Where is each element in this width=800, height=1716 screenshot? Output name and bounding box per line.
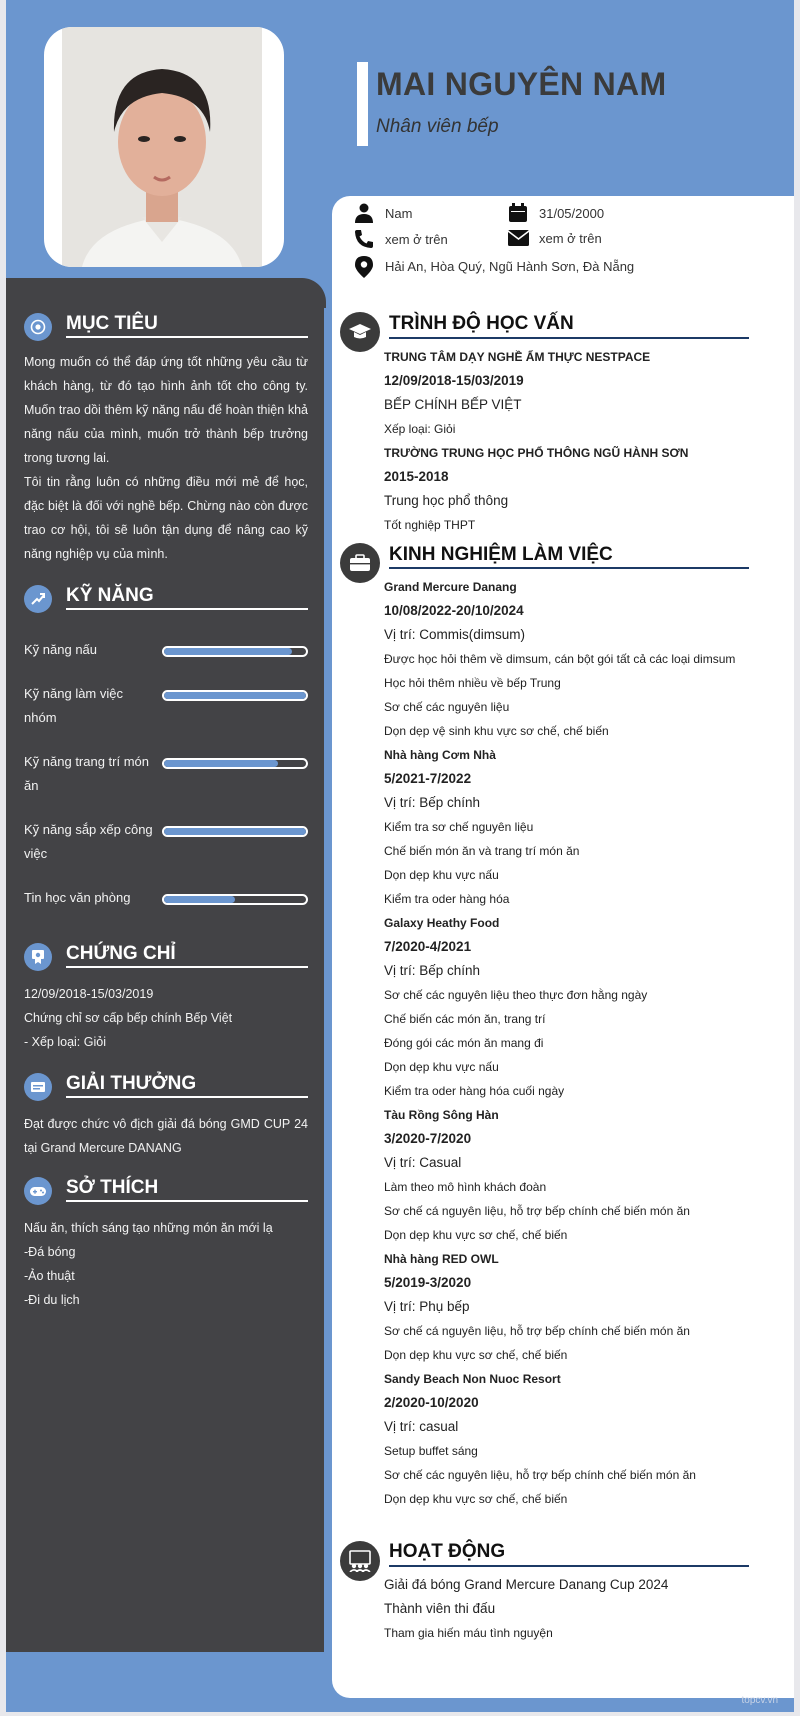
email-icon [508,230,529,246]
resume-line: Setup buffet sáng [384,1444,478,1458]
resume-line: Sandy Beach Non Nuoc Resort [384,1372,561,1386]
graduation-cap-icon [340,312,380,352]
objective-rule [66,336,308,338]
resume-line: Dọn dẹp vệ sinh khu vực sơ chế, chế biến [384,724,609,738]
resume-line: Làm theo mô hình khách đoàn [384,1180,547,1194]
certificate-grade: - Xếp loại: Giỏi [24,1035,106,1049]
resume-line: 3/2020-7/2020 [384,1131,472,1146]
experience-title: KINH NGHIỆM LÀM VIỆC [389,544,613,565]
skill-label: Kỹ năng sắp xếp công việc [24,822,153,861]
resume-line: Xếp loại: Giỏi [384,422,456,436]
resume-line: Nhà hàng RED OWL [384,1252,499,1266]
job-title: Nhân viên bếp [376,116,499,137]
education-title: TRÌNH ĐỘ HỌC VẤN [389,313,574,334]
skill-level-fill [164,692,306,699]
resume-line: Được học hỏi thêm về dimsum, cán bột gói tất cả các loại dimsum [384,652,736,666]
activities-title: HOẠT ĐỘNG [389,1541,506,1562]
resume-line: 12/09/2018-15/03/2019 [384,373,524,388]
skill-level-fill [164,828,306,835]
person-icon [354,203,374,223]
resume-line: Dọn dẹp khu vực nấu [384,1060,499,1074]
resume-line: Thành viên thi đấu [384,1601,496,1616]
experience-rule [389,567,749,569]
resume-line: 5/2019-3/2020 [384,1275,472,1290]
resume-line: BẾP CHÍNH BẾP VIỆT [384,397,522,412]
education-rule [389,337,749,339]
target-icon [24,313,52,341]
skill-level-fill [164,896,235,903]
resume-line: Trung học phổ thông [384,493,509,508]
resume-line: Sơ chế các nguyên liệu theo thực đơn hằng ngày [384,988,648,1002]
phone-icon [354,229,374,249]
certificates-title: CHỨNG CHỈ [66,943,176,964]
skill-level-bar [162,646,308,657]
skill-level-bar [162,758,308,769]
resume-line: Vị trí: Bếp chính [384,795,481,810]
resume-line: Tham gia hiến máu tình nguyện [384,1626,553,1640]
resume-line: Vị trí: Commis(dimsum) [384,627,525,642]
hobbies-title: SỞ THÍCH [66,1177,159,1198]
gender-value: Nam [385,206,413,221]
awards-rule [66,1096,308,1098]
resume-line: Dọn dẹp khu vực sơ chế, chế biến [384,1228,568,1242]
resume-line: Tàu Rồng Sông Hàn [384,1108,499,1122]
resume-line: TRUNG TÂM DẠY NGHỀ ẨM THỰC NESTPACE [384,350,651,364]
location-icon [355,256,373,278]
resume-line: 2015-2018 [384,469,449,484]
resume-line: Galaxy Heathy Food [384,916,500,930]
resume-line: Tốt nghiệp THPT [384,518,476,532]
award-text: Đạt được chức vô địch giải đá bóng GMD CUP 24 tại Grand Mercure DANANG [24,1117,308,1155]
certificate-date: 12/09/2018-15/03/2019 [24,987,154,1001]
profile-photo [44,27,284,267]
skill-level-bar [162,894,308,905]
skills-title: KỸ NĂNG [66,585,154,606]
email-value: xem ở trên [539,231,602,246]
resume-line: 5/2021-7/2022 [384,771,472,786]
skill-level-fill [164,760,278,767]
resume-line: Dọn dẹp khu vực sơ chế, chế biến [384,1348,568,1362]
chart-icon [24,585,52,613]
resume-line: Vị trí: Bếp chính [384,963,481,978]
education-list [384,345,688,537]
skill-level-fill [164,648,292,655]
award-icon [24,1073,52,1101]
resume-line: 10/08/2022-20/10/2024 [384,603,524,618]
objective-title: MỤC TIÊU [66,313,158,334]
resume-line: Dọn dẹp khu vực sơ chế, chế biến [384,1492,568,1506]
phone-value: xem ở trên [385,232,448,247]
skill-label: Tin học văn phòng [24,890,131,905]
resume-line: Sơ chế các nguyên liệu, hỗ trợ bếp chính chế biến món ăn [384,1468,696,1482]
hobby-item: -Ảo thuật [24,1269,75,1283]
resume-line: Sơ chế cá nguyên liệu, hỗ trợ bếp chính chế biến món ăn [384,1324,690,1338]
skill-label: Kỹ năng làm việc nhóm [24,686,123,725]
resume-line: Vị trí: casual [384,1419,459,1434]
skill-level-bar [162,690,308,701]
hobby-item: Nấu ăn, thích sáng tạo những món ăn mới lạ [24,1221,273,1235]
awards-title: GIẢI THƯỞNG [66,1073,197,1094]
skill-label: Kỹ năng trang trí món ăn [24,754,150,793]
resume-line: Kiểm tra sơ chế nguyên liệu [384,820,534,834]
certificate-name: Chứng chỉ sơ cấp bếp chính Bếp Việt [24,1011,233,1025]
certificates-rule [66,966,308,968]
certificate-icon [24,943,52,971]
calendar-icon [508,203,528,223]
skills-rule [66,608,308,610]
skill-level-bar [162,826,308,837]
resume-line: Kiểm tra oder hàng hóa cuối ngày [384,1084,565,1098]
resume-line: Đóng gói các món ăn mang đi [384,1036,544,1050]
resume-line: Grand Mercure Danang [384,580,517,594]
resume-line: Dọn dẹp khu vực nấu [384,868,499,882]
activities-list [384,1573,668,1645]
skill-label: Kỹ năng nấu [24,642,98,657]
objective-paragraph-1: Mong muốn có thể đáp ứng tốt những yêu cầu từ khách hàng, từ đó tạo hình ảnh tốt cho công ty. Muốn trao dồi thêm kỹ năng nấu để hoàn thiện khả năng nấu của mình, muốn trở thành bếp trưởng trong tương lai. [24,355,308,465]
address-value: Hải An, Hòa Quý, Ngũ Hành Sơn, Đà Nẵng [385,259,635,274]
resume-line: Nhà hàng Cơm Nhà [384,748,496,762]
resume-line: 2/2020-10/2020 [384,1395,479,1410]
candidate-name: MAI NGUYÊN NAM [376,66,667,102]
briefcase-icon [340,543,380,583]
experience-list [384,575,735,1511]
resume-line: Kiểm tra oder hàng hóa [384,892,510,906]
hobby-item: -Đi du lịch [24,1293,80,1307]
resume-line: Sơ chế các nguyên liệu [384,700,510,714]
hobby-item: -Đá bóng [24,1245,76,1259]
resume-line: Chế biến món ăn và trang trí món ăn [384,844,580,858]
resume-line: Vị trí: Casual [384,1155,462,1170]
resume-line: Chế biến các món ăn, trang trí [384,1012,546,1026]
resume-line: 7/2020-4/2021 [384,939,472,954]
watermark: topcv.vn [741,1695,778,1706]
name-accent-bar [357,62,368,146]
group-icon [340,1541,380,1581]
dob-value: 31/05/2000 [539,206,605,221]
hobbies-rule [66,1200,308,1202]
resume-line: Học hỏi thêm nhiều về bếp Trung [384,676,561,690]
resume-line: Vị trí: Phụ bếp [384,1299,470,1314]
objective-paragraph-2: Tôi tin rằng luôn có những điều mới mẻ để học, đặc biệt là đối với nghề bếp. Chừng nào còn được trao cơ hội, tôi sẽ luôn tận dụng để nâng cao kỹ năng nghiệp vụ của mình. [24,475,308,561]
activities-rule [389,1565,749,1567]
resume-line: Sơ chế cá nguyên liệu, hỗ trợ bếp chính chế biến món ăn [384,1204,690,1218]
gamepad-icon [24,1177,52,1205]
resume-line: TRƯỜNG TRUNG HỌC PHỔ THÔNG NGŨ HÀNH SƠN [384,446,689,460]
resume-line: Giải đá bóng Grand Mercure Danang Cup 2024 [384,1577,669,1592]
